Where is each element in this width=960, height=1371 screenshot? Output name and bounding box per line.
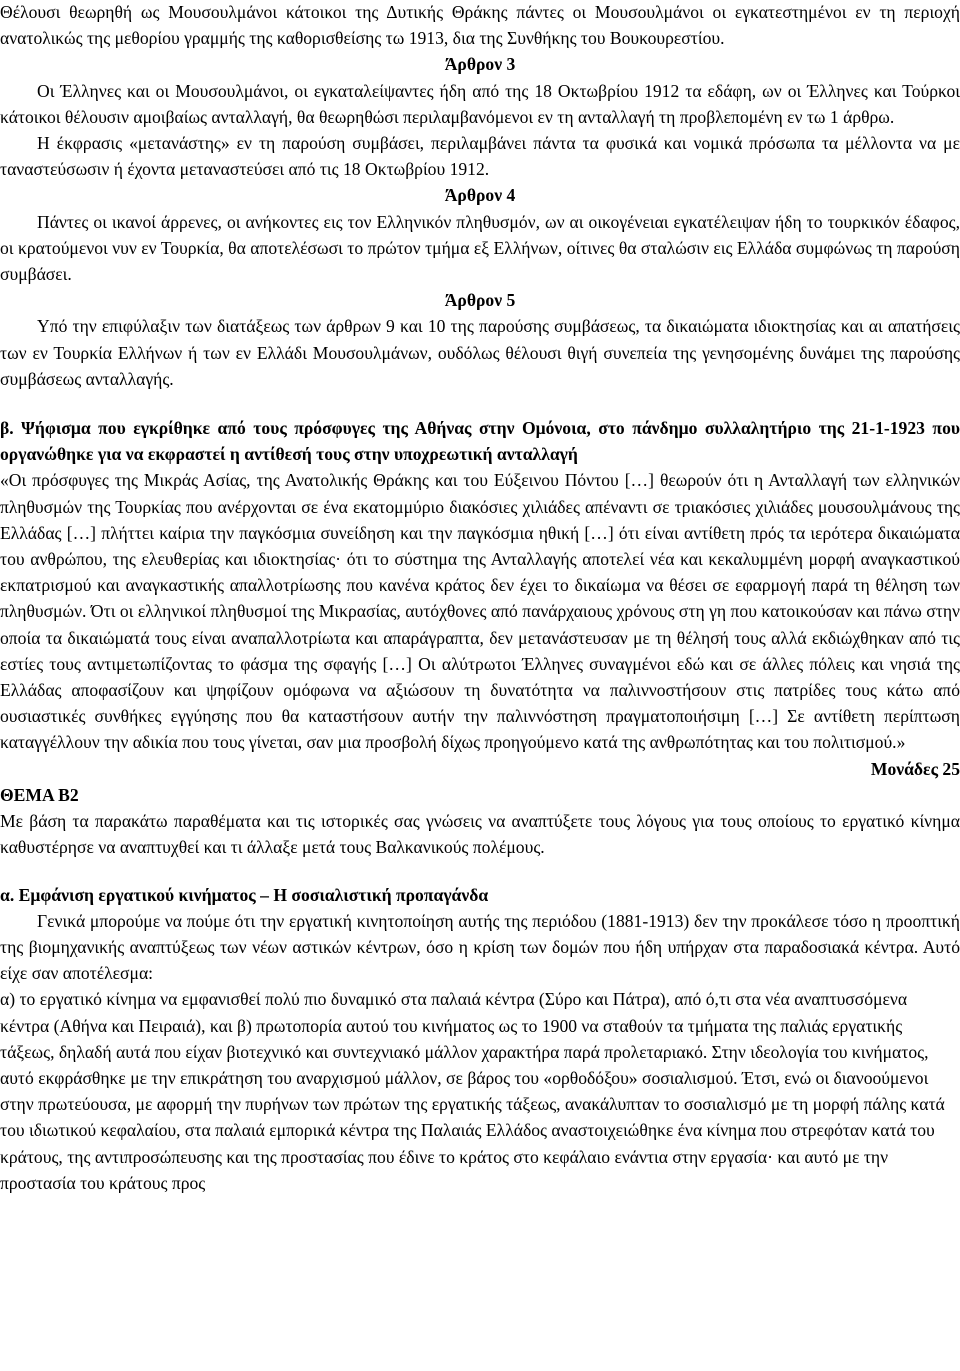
article-3-paragraph-1: Οι Έλληνες και οι Μουσουλμάνοι, οι εγκαταλείψαντες ήδη από της 18 Οκτωβρίου 1912 τα εδάφη, ων οι Έλληνες και Τούρκοι κάτοικοι θέλουσιν αμοιβαίως ανταλλαγή, θα θεωρηθώσι περιλαμβανόμενοι εν τη ανταλλαγή τη προβλεπομένη εν τω 1 άρθρω. xyxy=(0,80,960,127)
source-b xyxy=(0,415,960,782)
top-section xyxy=(0,0,960,51)
marks-label: Μονάδες 25 xyxy=(870,758,960,779)
article-4 xyxy=(0,182,960,287)
convention-paragraph: Θέλουσι θεωρηθή ως Μουσουλμάνοι κάτοικοι της Δυτικής Θράκης πάντες οι Μουσουλμάνοι οι εγκατεστημένοι εν τη περιοχή ανατολικώς της μεθορίου γραμμής της καθορισθείσης τω 1913, δια της Συνθήκης του Βουκουρεστίου. xyxy=(0,2,960,49)
theme-b2 xyxy=(0,782,960,861)
theme-b2-paragraph: Με βάση τα παρακάτω παραθέματα και τις ιστορικές σας γνώσεις να αναπτύξετε τους λόγους για τους οποίους το εργατικό κίνημα καθυστέρησε να αναπτυχθεί και τι άλλαξε μετά τους Βαλκανικούς πολέμους. xyxy=(0,811,960,858)
source-a-paragraph-1: Γενικά μπορούμε να πούμε ότι την εργατική κινητοποίηση αυτής της περιόδου (1881-1913) δεν την προκάλεσε τόσο η προοπτική της βιομηχανικής αναπτύξεως των νέων αστικών κέντρων, όσο η κρίση των δομών που ήδη υπήρχαν στα παραδοσιακά κέντρα. Αυτό είχε σαν αποτέλεσμα: xyxy=(0,910,960,984)
spacer xyxy=(0,392,960,415)
article-3-paragraph-2: Η έκφρασις «μετανάστης» εν τη παρούση συμβάσει, περιλαμβάνει πάντα τα φυσικά και νομικά πρόσωπα τα μέλλοντα να με ταναστεύσωσιν ή έχοντα μεταναστεύσει από τις 18 Οκτωβρίου 1912. xyxy=(0,133,960,180)
article-5-title: Άρθρον 5 xyxy=(444,290,516,311)
source-a-heading: α. Εμφάνιση εργατικού κινήματος – Η σοσιαλιστική προπαγάνδα xyxy=(0,884,489,905)
source-a-paragraph-2: α) το εργατικό κίνημα να εμφανισθεί πολύ πιο δυναμικό στα παλαιά κέντρα (Σύρο και Πάτρα), από ό,τι στα νέα αναπτυσσόμενα κέντρα (Αθήνα και Πειραιά), και β) πρωτοπορία αυτού του κινήματος ως το 1900 να σταθούν τα τμήματα της παλιάς εργατικής τάξεως, δηλαδή αυτά που είχαν βιοτεχνικό και συντεχνιακό μάλλον χαρακτήρα παρά προλεταριακό. Στην ιδεολογία του κινήματος, αυτό εκφράσθηκε με την επικράτηση του αναρχισμού μάλλον, σε βάρος του «ορθοδόξου» σοσιαλισμού. Έτσι, ενώ οι διανοούμενοι στην πρωτεύουσα, με αφορμή την πυρήνων των πρώτων της εργατικής τάξεως, ανακάλυπταν το σοσιαλισμό με τη μορφή πάλης κατά του ιδιωτικού κεφαλαίου, στα παλαιά εμπορικά κέντρα της Παλαιάς Ελλάδος αναστοιχειώθηκε ένα κίνημα που στρεφόταν κατά του κράτους, της αντιπροσώπευσης και της προστασίας που έδινε το κράτος στο κεφάλαιο ενάντια στην εργασία· και αυτό με την προστασία του κράτους προς xyxy=(0,989,945,1193)
source-b-heading: β. Ψήφισμα που εγκρίθηκε από τους πρόσφυγες της Αθήνας στην Ομόνοια, στο πάνδημο συλλαλητήριο της 21-1-1923 που οργανώθηκε για να εκφραστεί η αντίθεσή τους στην υποχρεωτική ανταλλαγή xyxy=(0,418,960,465)
article-5 xyxy=(0,287,960,392)
article-4-paragraph: Πάντες οι ικανοί άρρενες, οι ανήκοντες εις τον Ελληνικόν πληθυσμόν, ων αι οικογένειαι εγκατέλειψαν ήδη το τουρκικόν έδαφος, οι κρατούμενοι νυν εν Τουρκία, θα αποτελέσωσι το πρώτον τμήμα εξ Ελλήνων, οίτινες θα σταλώσιν εις Ελλάδα συμφώνως τη παρούση συμβάσει. xyxy=(0,211,960,285)
theme-b2-title: ΘΕΜΑ Β2 xyxy=(0,784,79,805)
spacer xyxy=(0,861,960,882)
source-a xyxy=(0,882,960,1196)
article-3 xyxy=(0,51,960,182)
source-b-quote: «Οι πρόσφυγες της Μικράς Ασίας, της Ανατολικής Θράκης και του Εύξεινου Πόντου […] θεωρούν ότι η Ανταλλαγή των ελληνικών πληθυσμών της Τουρκίας που ανέρχονται σε ένα εκατομμύριο διακόσιες χιλιάδες απέναντι σε τριακόσιες χιλιάδες μουσουλμάνους της Ελλάδας […] πλήττει καίρια την παγκόσμια συνείδηση και την παγκόσμια ηθική […] ότι είναι αντίθετη πρός τα ιερότερα δικαιώματα του ανθρώπου, της ελευθερίας και ιδιοκτησίας· ότι το σύστημα της Ανταλλαγής αποτελεί νέα και κεκαλυμμένη μορφή αναγκαστικού εκπατρισμού και αναγκαστικής απαλλοτρίωσης που κανένα κράτος δεν έχει το δικαίωμα να θέσει σε εφαρμογή παρά τη θέληση των πληθυσμών. Ότι οι ελληνικοί πληθυσμοί της Μικρασίας, αυτόχθονες από πανάρχαιους χρόνους στη γη που κατοικούσαν και πάνω στην οποία τα δικαιώματά τους είναι αναπαλλοτρίωτα και απαράγραπτα, δεν μετανάστευσαν με τη θέλησή τους αλλά εκδιώχθηκαν από τις εστίες τους αντιμετωπίζοντας το φάσμα της σφαγής […] Οι αλύτρωτοι Έλληνες συναγμένοι εδώ και σε άλλες πόλεις και νησιά της Ελλάδας αποφασίζουν και ψηφίζουν ομόφωνα να αξιώσουν τη δυνατότητα να παλιννοστήσουν στις πατρίδες τους κάτω από ουσιαστικές συνθήκες εγγύησης που θα καταστήσουν αυτήν την παλιννόστηση πραγματοποιήσιμη […] Σε αντίθετη περίπτωση καταγγέλλουν την αδικία που τους γίνεται, σαν μια προσβολή δίχως προηγούμενο κατά της ανθρωπότητας και του πολιτισμού.» xyxy=(0,470,960,753)
article-3-title: Άρθρον 3 xyxy=(444,54,516,75)
article-4-title: Άρθρον 4 xyxy=(444,185,516,206)
article-5-paragraph: Υπό την επιφύλαξιν των διατάξεως των άρθρων 9 και 10 της παρούσης συμβάσεως, τα δικαιώματα ιδιοκτησίας και αι απατήσεις των εν Τουρκία Ελλήνων ή των εν Ελλάδι Μουσουλμάνων, ουδόλως θέλουσι θιγή συνεπεία της γενησομένης δυνάμει της παρούσης συμβάσεως ανταλλαγής. xyxy=(0,316,960,389)
